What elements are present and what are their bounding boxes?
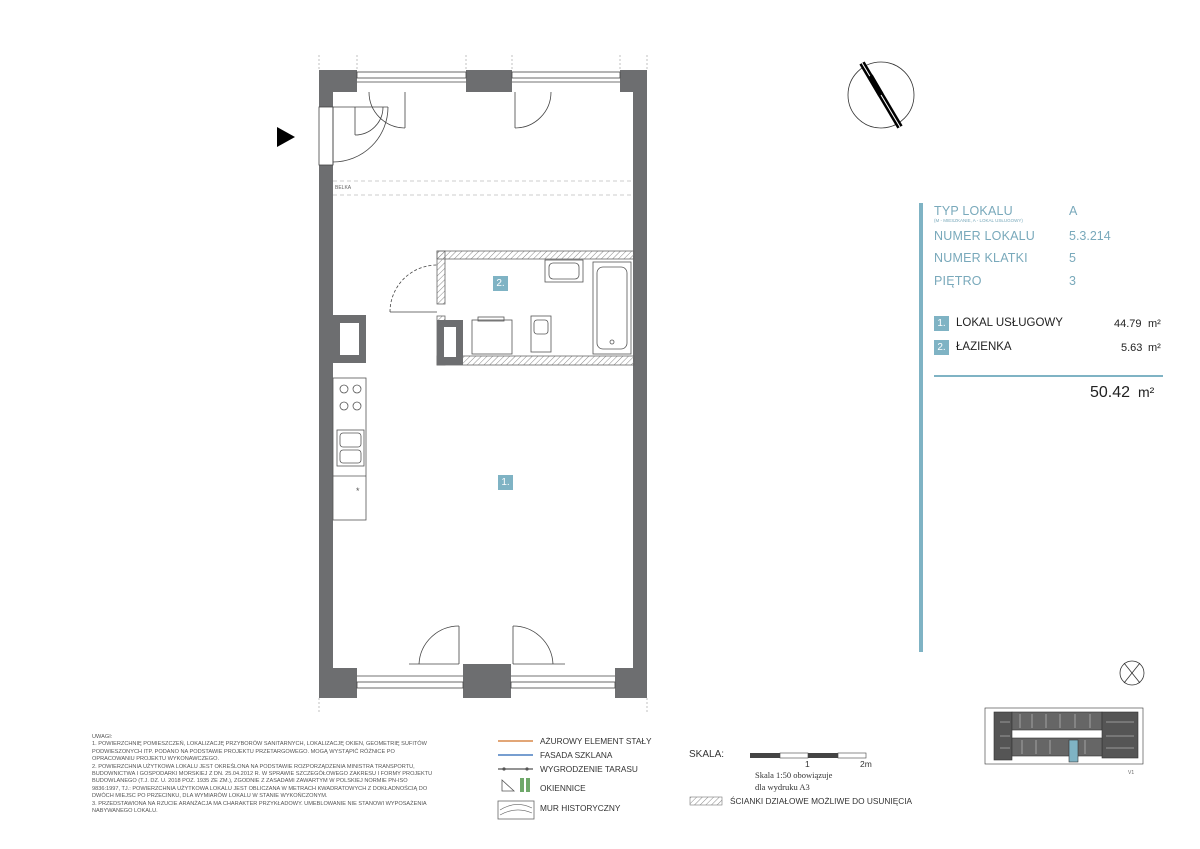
wall-top-mid [466, 70, 512, 92]
small-compass [1120, 661, 1144, 685]
typ-lokalu-value: A [1069, 204, 1078, 218]
room2-area: 5.63 [1121, 342, 1143, 354]
total-unit: m² [1138, 384, 1155, 400]
room1-area: 44.79 [1114, 318, 1142, 330]
pietro-label: PIĘTRO [934, 274, 982, 288]
top-door-swings [369, 92, 551, 128]
numer-klatki-label: NUMER KLATKI [934, 251, 1028, 265]
total-area: 50.42 [1090, 384, 1131, 401]
bottom-door-swings [409, 626, 565, 664]
kitchen [333, 378, 366, 520]
bathroom-walls [437, 251, 634, 365]
keyplan-label: V1 [1128, 770, 1135, 776]
pietro-value: 3 [1069, 274, 1076, 288]
notes-line: NABYWANEGO LOKALU. [92, 808, 158, 815]
grid-marks [319, 55, 647, 712]
scale-note-1: Skala 1:50 obowiązuje [755, 770, 833, 780]
room2-name: ŁAZIENKA [956, 341, 1012, 353]
numer-lokalu-label: NUMER LOKALU [934, 229, 1036, 243]
room2-marker: 2. [493, 276, 508, 291]
entrance-arrow [277, 127, 295, 147]
notes-line: PODWIESZONYCH ITP. PODANO NA PODSTAWIE PROJEKTU PRZETARGOWEGO. MOGĄ WYSTĄPIĆ RÓŻNICE PO [92, 748, 395, 755]
notes-line: BUDOWLANEGO (T.J. DZ. U. 2018 POZ. 1935 ZE ZM.), ZGODNIE Z ZASADAMI ZAWARTYM W POLSKIEJ NORMIE PN-ISO [92, 778, 408, 785]
wall-bottom-right [615, 668, 647, 698]
scale-tick-1: 1 [805, 759, 810, 769]
info-accent-bar [919, 203, 923, 652]
outer-walls [319, 70, 647, 698]
legend-wygrodzenie: WYGRODZENIE TARASU [540, 764, 638, 774]
bathroom-door [390, 265, 437, 312]
room2-unit: m² [1148, 342, 1161, 354]
room1-name: LOKAL USŁUGOWY [956, 317, 1063, 329]
notes-line: 3. PRZEDSTAWIONA NA RZUCIE ARANŻACJA MA CHARAKTER PRZYKŁADOWY. UMEBLOWANIE NIE STANOWI WYPOSAŻENIA [92, 800, 427, 807]
room1-unit: m² [1148, 318, 1161, 330]
notes-title: UWAGI: [92, 734, 113, 740]
wall-bottom-mid [463, 664, 511, 698]
wall-top-right [620, 70, 647, 92]
notes-line: 9836:1997, TJ.: POWIERZCHNIA UŻYTKOWA LOKALU JEST OBLICZANA W METRACH KWADRATOWYCH Z DOKŁADNOŚCIĄ DO [92, 785, 428, 792]
columns [333, 315, 463, 365]
beam-label: BELKA [335, 185, 352, 191]
notes [92, 734, 472, 815]
room2-number: 2. [934, 340, 949, 355]
wall-top-left [319, 70, 357, 92]
wall-right [633, 70, 647, 698]
washing-machine [472, 320, 512, 354]
numer-klatki-value: 5 [1069, 251, 1076, 265]
legend-fasada: FASADA SZKLANA [540, 750, 613, 760]
room1-number: 1. [934, 316, 949, 331]
scale-bar [750, 753, 866, 758]
typ-lokalu-label: TYP LOKALU [934, 204, 1013, 218]
scale-note-2: dla wydruku A3 [755, 782, 810, 792]
key-plan [985, 708, 1143, 764]
legend-okiennice: OKIENNICE [540, 783, 586, 793]
legend-azurowy: AŻUROWY ELEMENT STAŁY [540, 736, 652, 746]
room1-marker: 1. [498, 475, 513, 490]
bathroom-fixtures [472, 260, 631, 354]
notes-line: BUDOWNICTWA I GOSPODARKI MORSKIEJ Z DN. 25.04.2012 R. W SPRAWIE SZCZEGÓŁOWEGO ZAKRESU I FORMY PROJEKTU [92, 771, 433, 778]
svg-text:*: * [356, 486, 360, 496]
notes-line: DWÓCH MIEJSC PO PRZECINKU, DLA WYMIARÓW LOKALU W STANIE WYKOŃCZONYM. [92, 793, 328, 800]
notes-line: 1. POWIERZCHNIĘ POMIESZCZEŃ, LOKALIZACJĘ PRZYBORÓW SANITARNYCH, LOKALIZACJĘ OKIEN, GEOMETRIĘ SUFITÓW [92, 741, 427, 748]
notes-line: OPRACOWANIU PROJEKTU WYKONAWCZEGO. [92, 756, 220, 763]
notes-line: 2. POWIERZCHNIA UŻYTKOWA LOKALU JEST OKREŚLONA NA PODSTAWIE ROZPORZĄDZENIA MINISTRA TRANSPORTU, [92, 763, 415, 770]
scale-tick-2: 2m [860, 759, 872, 769]
beam [333, 181, 633, 195]
scale-label: SKALA: [689, 749, 725, 760]
numer-lokalu-value: 5.3.214 [1069, 229, 1111, 243]
typ-lokalu-sub: (M - MIESZKANIE, A - LOKAL USŁUGOWY) [934, 218, 1023, 223]
legend-scianki: ŚCIANKI DZIAŁOWE MOŻLIWE DO USUNIĘCIA [730, 796, 913, 806]
legend-mur: MUR HISTORYCZNY [540, 803, 621, 813]
compass [848, 62, 914, 128]
wall-bottom-left [319, 668, 357, 698]
